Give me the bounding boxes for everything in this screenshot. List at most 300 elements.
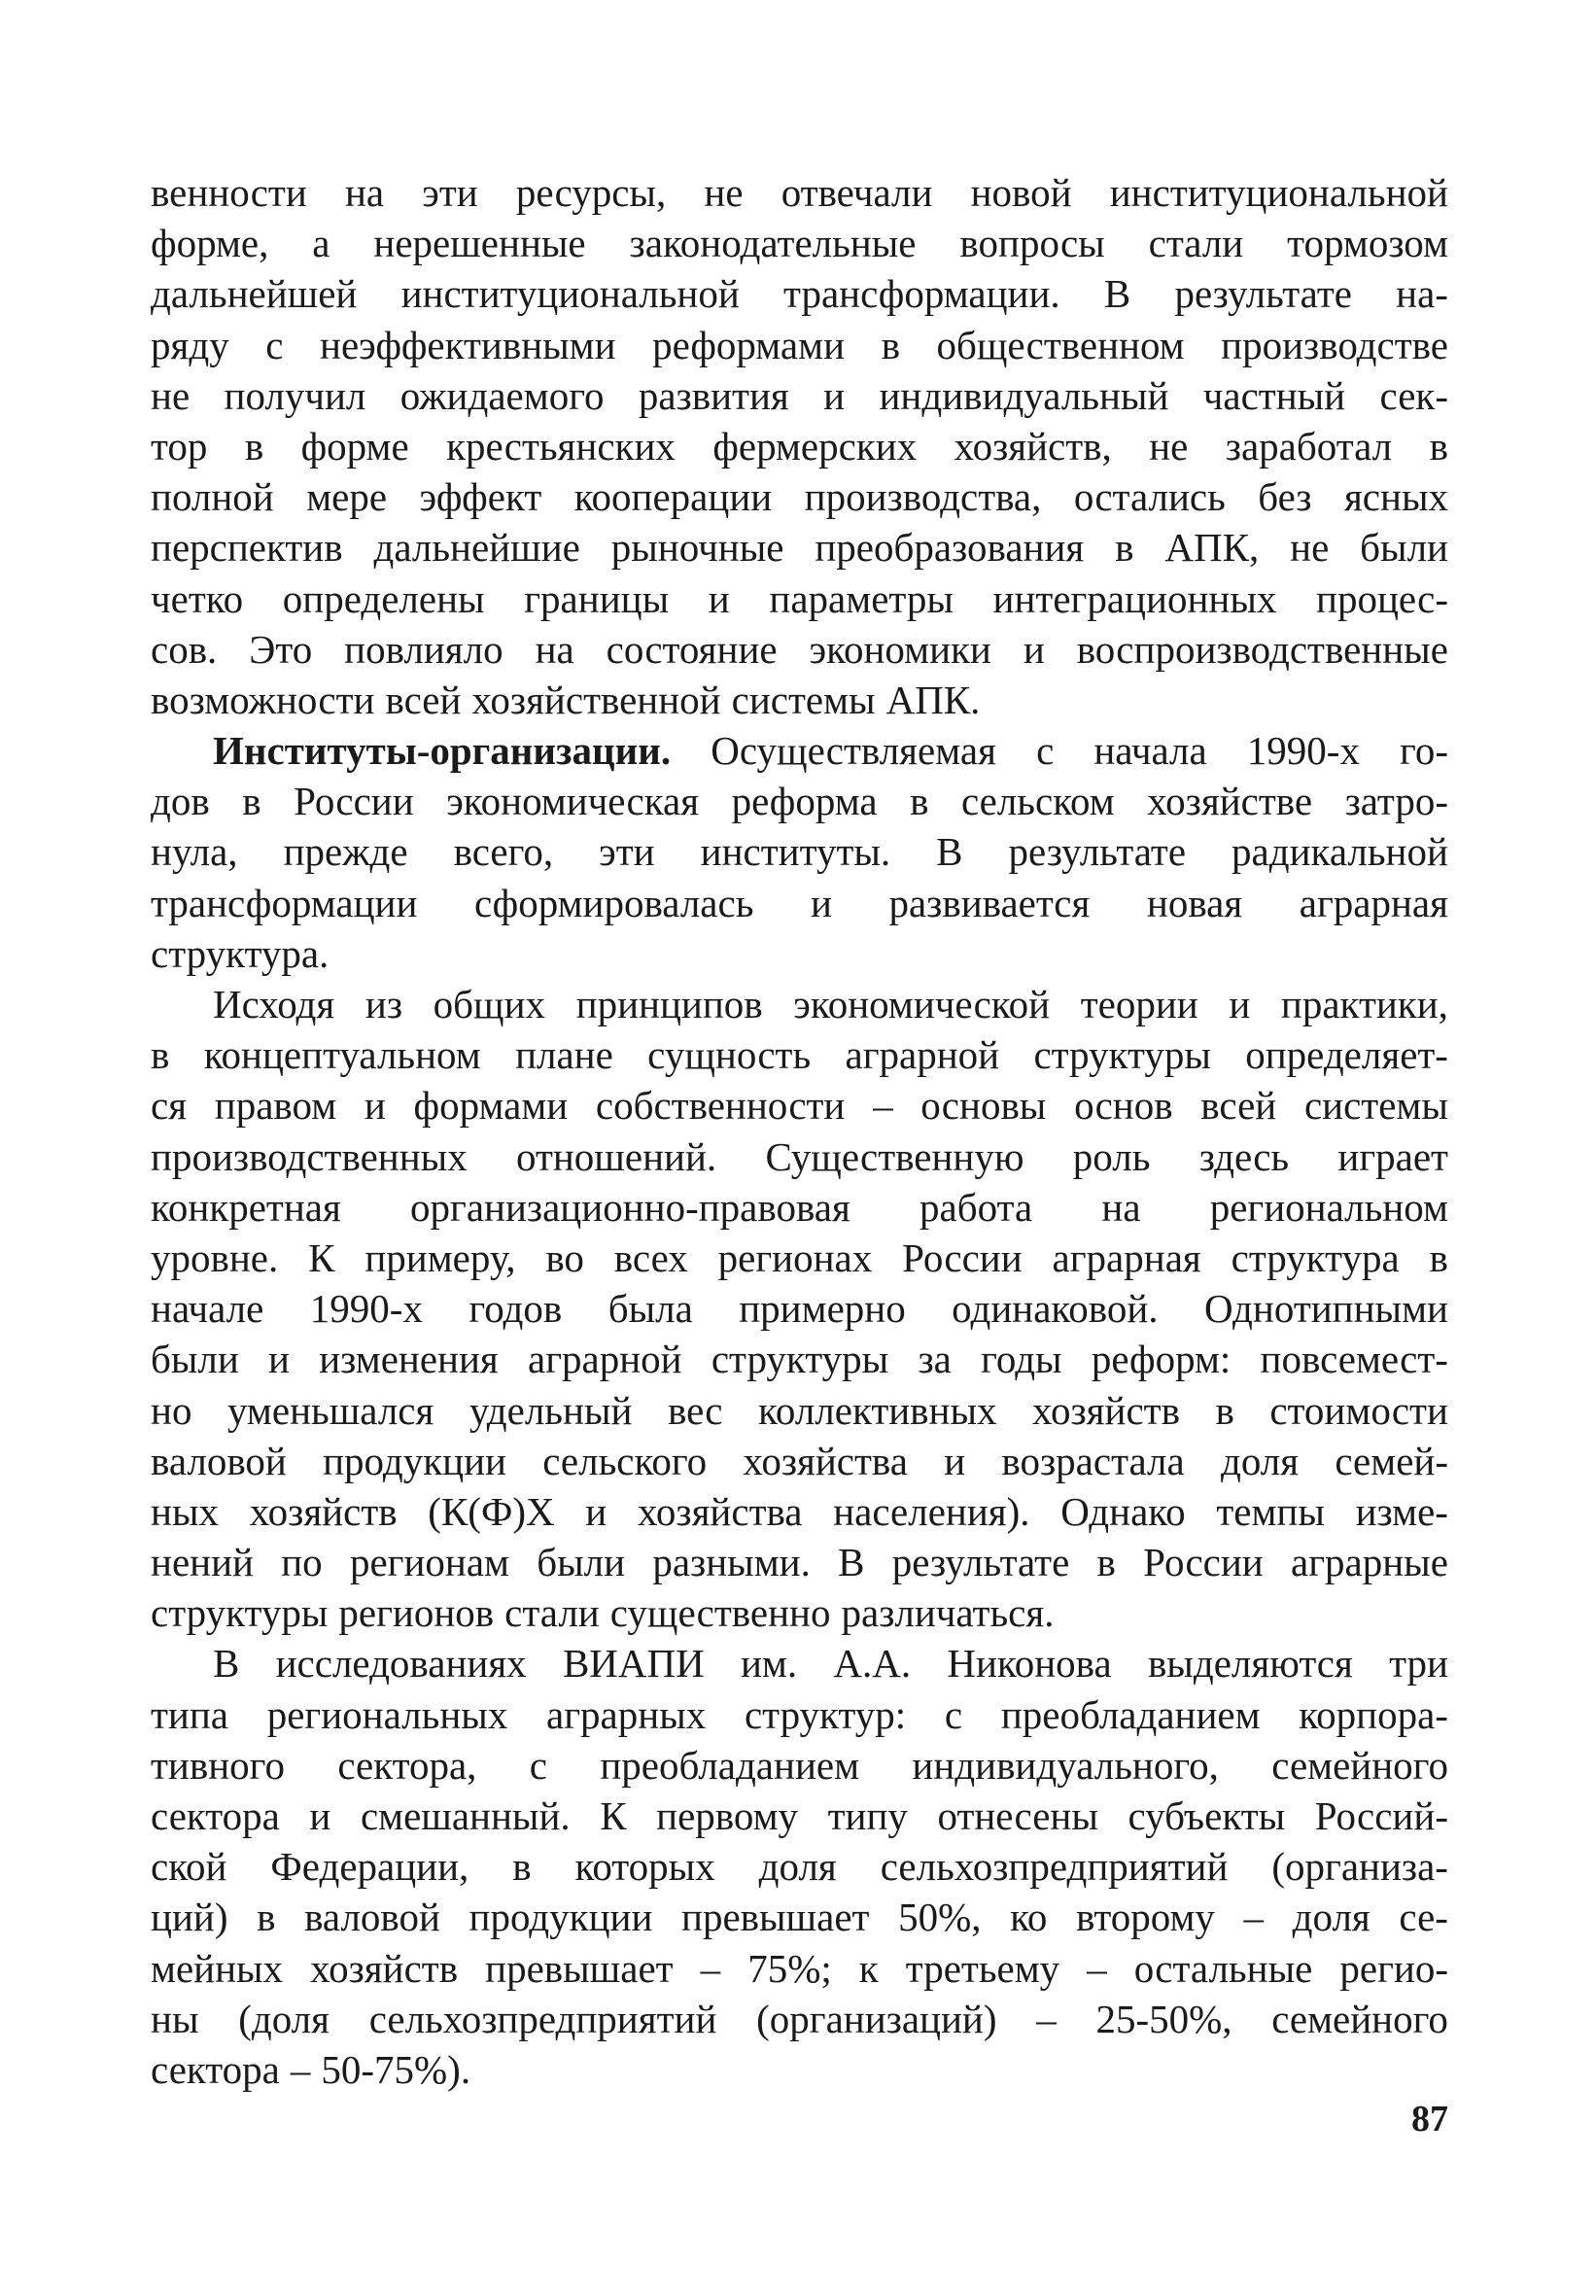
text-line bbox=[151, 1233, 1448, 1283]
word: были bbox=[1360, 525, 1448, 571]
word: второму bbox=[1076, 1895, 1215, 1940]
word: четко bbox=[151, 575, 244, 621]
text-line bbox=[151, 1587, 1448, 1638]
word: семейного bbox=[1271, 1996, 1448, 2041]
word: тор bbox=[151, 423, 208, 469]
text-line bbox=[151, 1943, 1448, 1994]
word: регионах bbox=[717, 1235, 873, 1280]
text-line bbox=[151, 268, 1448, 319]
word: (организа- bbox=[1271, 1844, 1448, 1890]
paragraph bbox=[151, 167, 1448, 725]
text-line bbox=[151, 320, 1448, 370]
word: развивается bbox=[888, 880, 1091, 925]
word: превышает bbox=[681, 1895, 870, 1940]
word: доля bbox=[1292, 1895, 1370, 1940]
word: К bbox=[600, 1793, 627, 1838]
word: отношений. bbox=[515, 1133, 717, 1179]
word: России bbox=[294, 779, 414, 824]
word: типу bbox=[827, 1793, 908, 1838]
word: определены bbox=[282, 575, 485, 621]
word: неэффективными bbox=[320, 322, 616, 367]
text-line bbox=[151, 826, 1448, 877]
word: Федерации, bbox=[270, 1844, 469, 1890]
text-line bbox=[151, 1486, 1448, 1537]
word: третьему bbox=[905, 1945, 1060, 1991]
text-line bbox=[151, 1791, 1448, 1841]
word: были bbox=[537, 1540, 626, 1585]
word: развития bbox=[638, 372, 789, 418]
word: повсемест- bbox=[1260, 1337, 1448, 1382]
word: форме bbox=[300, 423, 409, 469]
word: 75%; bbox=[747, 1945, 832, 1991]
word: мере bbox=[306, 474, 388, 520]
word: которых bbox=[574, 1844, 715, 1890]
word: различаться. bbox=[841, 1590, 1055, 1636]
word: структуры bbox=[1033, 1032, 1211, 1078]
word: смешанный. bbox=[360, 1793, 571, 1838]
word: работа bbox=[919, 1184, 1033, 1230]
word: в bbox=[881, 322, 900, 367]
word: вес bbox=[667, 1387, 723, 1433]
word: изменения bbox=[319, 1337, 499, 1382]
word: хозяйств bbox=[310, 1945, 459, 1991]
word: субъекты bbox=[1128, 1793, 1286, 1838]
text-line bbox=[151, 1841, 1448, 1892]
word: (доля bbox=[238, 1996, 330, 2041]
word: интеграционных bbox=[992, 575, 1277, 621]
word: основы bbox=[920, 1083, 1047, 1129]
word: получил bbox=[224, 372, 366, 418]
word: не bbox=[1290, 525, 1330, 571]
word: с bbox=[1036, 728, 1055, 774]
word: общих bbox=[433, 982, 546, 1026]
word: сектора bbox=[151, 1793, 280, 1838]
word: вопросы bbox=[959, 221, 1105, 266]
word: уровне. bbox=[151, 1235, 279, 1280]
word: рыночные bbox=[610, 525, 784, 571]
word: и bbox=[364, 1083, 386, 1129]
word: хозяйства bbox=[743, 1438, 908, 1483]
text-line bbox=[151, 421, 1448, 471]
word: частный bbox=[1202, 372, 1346, 418]
word: индивидуальный bbox=[879, 372, 1169, 418]
word: на bbox=[535, 626, 574, 672]
word: результате bbox=[891, 1540, 1070, 1585]
word: аграрной bbox=[528, 1337, 682, 1382]
word: одинаковой. bbox=[952, 1286, 1159, 1332]
page-number: 87 bbox=[1411, 2099, 1448, 2139]
word: А.А. bbox=[833, 1641, 912, 1687]
text-line bbox=[151, 2044, 1448, 2095]
word: с bbox=[944, 1691, 963, 1737]
word: преобладанием bbox=[600, 1742, 860, 1788]
word: в bbox=[1115, 525, 1134, 571]
word: и bbox=[810, 880, 832, 925]
word: полной bbox=[151, 474, 274, 520]
text-line bbox=[151, 1994, 1448, 2044]
word: без bbox=[1258, 474, 1312, 520]
word: хозяйства bbox=[637, 1488, 803, 1534]
word: Исходя bbox=[213, 982, 335, 1026]
word: удельный bbox=[468, 1387, 633, 1433]
word: всей bbox=[1200, 1083, 1277, 1129]
word: 25-50%, bbox=[1095, 1996, 1232, 2041]
word: эти bbox=[599, 829, 655, 875]
word: аграрная bbox=[1052, 1235, 1201, 1280]
word: формами bbox=[413, 1083, 569, 1129]
word: коллективных bbox=[758, 1387, 997, 1433]
word: – bbox=[700, 1945, 721, 1991]
word: разными. bbox=[652, 1540, 811, 1585]
word: АПК, bbox=[1164, 525, 1260, 571]
word: форме, bbox=[151, 221, 269, 266]
word: из bbox=[364, 982, 403, 1026]
word: институты. bbox=[700, 829, 891, 875]
word: возможности bbox=[151, 677, 375, 722]
word: России bbox=[1143, 1540, 1264, 1585]
word: повлияло bbox=[344, 626, 503, 672]
word: ВИАПИ bbox=[562, 1641, 705, 1687]
word: возрастала bbox=[1001, 1438, 1185, 1483]
word: хозяйств, bbox=[954, 423, 1112, 469]
word: стали bbox=[504, 1590, 600, 1636]
word: К bbox=[308, 1235, 335, 1280]
word: сельского bbox=[542, 1438, 708, 1483]
word: регио- bbox=[1339, 1945, 1448, 1991]
word: семей- bbox=[1335, 1438, 1448, 1483]
word: в bbox=[512, 1844, 532, 1890]
word: прежде bbox=[283, 829, 408, 875]
word: в bbox=[151, 1032, 170, 1078]
word: – bbox=[873, 1083, 893, 1129]
word: Это bbox=[249, 626, 313, 672]
text-line bbox=[151, 1080, 1448, 1131]
word: всех bbox=[613, 1235, 688, 1280]
word: исследованиях bbox=[275, 1641, 527, 1687]
word: отнесены bbox=[937, 1793, 1098, 1838]
word: ных bbox=[151, 1488, 219, 1534]
word: структуры bbox=[151, 1590, 329, 1636]
text-line bbox=[151, 979, 1448, 1029]
word: производстве bbox=[1221, 322, 1448, 367]
word: нула, bbox=[151, 829, 238, 875]
word: Россий- bbox=[1314, 1793, 1448, 1838]
word: и bbox=[1229, 982, 1251, 1026]
word: нений bbox=[151, 1540, 254, 1585]
word: радикальной bbox=[1232, 829, 1448, 875]
word: населения). bbox=[833, 1488, 1030, 1534]
word: Существенную bbox=[765, 1133, 1024, 1179]
text-line bbox=[151, 370, 1448, 421]
paragraph bbox=[151, 1638, 1448, 2095]
word: новая bbox=[1146, 880, 1243, 925]
word: структур: bbox=[744, 1691, 907, 1737]
word: Никонова bbox=[947, 1641, 1112, 1687]
word: к bbox=[858, 1945, 879, 1991]
word: с bbox=[265, 322, 284, 367]
word: аграрная bbox=[1299, 880, 1448, 925]
word: фермерских bbox=[712, 423, 918, 469]
text-line bbox=[151, 574, 1448, 624]
text-line bbox=[151, 1537, 1448, 1587]
word: концептуальном bbox=[203, 1032, 481, 1078]
word: затро- bbox=[1344, 779, 1448, 824]
text-line bbox=[151, 1638, 1448, 1688]
word: правом bbox=[214, 1083, 337, 1129]
word: по bbox=[281, 1540, 323, 1585]
word: и bbox=[823, 372, 846, 418]
text-line bbox=[151, 1892, 1448, 1942]
word: законодательные bbox=[629, 221, 917, 266]
word: В bbox=[838, 1540, 865, 1585]
word: отвечали bbox=[781, 170, 933, 215]
word: уменьшался bbox=[226, 1387, 434, 1433]
word: го- bbox=[1400, 728, 1448, 774]
word: примеру, bbox=[364, 1235, 516, 1280]
word: Осуществляемая bbox=[711, 728, 996, 774]
word: выделяются bbox=[1147, 1641, 1353, 1687]
text-line bbox=[151, 878, 1448, 928]
text-line bbox=[151, 1029, 1448, 1080]
paragraph bbox=[151, 725, 1448, 979]
word: Однотипными bbox=[1203, 1286, 1448, 1332]
word: заработал bbox=[1225, 423, 1393, 469]
word: и bbox=[268, 1337, 290, 1382]
word: и bbox=[309, 1793, 331, 1838]
word: в bbox=[242, 779, 261, 824]
word: сельхозпредприятий bbox=[880, 1844, 1229, 1890]
word: производства, bbox=[804, 474, 1042, 520]
word: 1990-х bbox=[309, 1286, 423, 1332]
word: сов. bbox=[151, 626, 218, 672]
text-line bbox=[151, 1131, 1448, 1182]
word: Однако bbox=[1060, 1488, 1186, 1534]
text-line bbox=[151, 1689, 1448, 1740]
text-line bbox=[151, 471, 1448, 522]
word: хозяйственной bbox=[471, 677, 721, 722]
word: сектора, bbox=[337, 1742, 477, 1788]
word: существенно bbox=[609, 1590, 831, 1636]
text-line bbox=[151, 776, 1448, 826]
text-line bbox=[151, 1436, 1448, 1486]
word: параметры bbox=[769, 575, 954, 621]
word: новой bbox=[970, 170, 1072, 215]
word: ко bbox=[1010, 1895, 1048, 1940]
word: во bbox=[545, 1235, 584, 1280]
word: и bbox=[708, 575, 730, 621]
word: всей bbox=[385, 677, 462, 722]
word: в bbox=[1429, 1235, 1448, 1280]
word: структура. bbox=[151, 930, 330, 976]
word: остальные bbox=[1133, 1945, 1313, 1991]
word: тивного bbox=[151, 1742, 285, 1788]
word: АПК. bbox=[885, 677, 981, 722]
word: типа bbox=[151, 1691, 228, 1737]
word: эффект bbox=[419, 474, 542, 520]
word: сельском bbox=[960, 779, 1115, 824]
word: производственных bbox=[151, 1133, 468, 1179]
text-line bbox=[151, 218, 1448, 268]
text-line bbox=[151, 1283, 1448, 1334]
word: определяет- bbox=[1245, 1032, 1448, 1078]
word: процес- bbox=[1316, 575, 1448, 621]
word: дальнейшие bbox=[373, 525, 580, 571]
word: ресурсы, bbox=[515, 170, 667, 215]
word: темпы bbox=[1216, 1488, 1325, 1534]
word: нерешенные bbox=[373, 221, 586, 266]
word: собственности bbox=[595, 1083, 846, 1129]
word: ожидаемого bbox=[399, 372, 605, 418]
word: экономической bbox=[793, 982, 1051, 1026]
word: крестьянских bbox=[446, 423, 676, 469]
word: се- bbox=[1399, 1895, 1448, 1940]
word: хозяйстве bbox=[1147, 779, 1313, 824]
word: продукции bbox=[323, 1438, 506, 1483]
word: системы bbox=[731, 677, 876, 722]
word: не bbox=[704, 170, 744, 215]
word: сек- bbox=[1379, 372, 1448, 418]
word: в bbox=[257, 1895, 276, 1940]
word: – bbox=[1087, 1945, 1107, 1991]
word: институциональной bbox=[400, 271, 740, 317]
word: всего, bbox=[453, 829, 554, 875]
word: эти bbox=[422, 170, 478, 215]
word: на bbox=[344, 170, 385, 215]
word: с bbox=[529, 1742, 547, 1788]
word: аграрные bbox=[1291, 1540, 1448, 1585]
word: институциональной bbox=[1109, 170, 1448, 215]
word: хозяйств bbox=[249, 1488, 398, 1534]
word: мейных bbox=[151, 1945, 284, 1991]
word: ряду bbox=[151, 322, 229, 367]
word: в bbox=[244, 423, 264, 469]
word: не bbox=[151, 372, 191, 418]
word: корпора- bbox=[1299, 1691, 1448, 1737]
word: В bbox=[936, 829, 963, 875]
word: практики, bbox=[1280, 982, 1448, 1026]
word: за bbox=[918, 1337, 952, 1382]
word: В bbox=[213, 1641, 240, 1687]
word: (К(Ф)Х bbox=[428, 1488, 555, 1534]
word: экономическая bbox=[446, 779, 700, 824]
paragraph bbox=[151, 979, 1448, 1638]
word: были bbox=[151, 1337, 239, 1382]
word: годов bbox=[468, 1286, 563, 1332]
word: – bbox=[1036, 1996, 1057, 2041]
word: ясных bbox=[1343, 474, 1448, 520]
word: ны bbox=[151, 1996, 199, 2041]
word: перспектив bbox=[151, 525, 343, 571]
word: остались bbox=[1073, 474, 1226, 520]
word: изме- bbox=[1355, 1488, 1448, 1534]
word: трансформации bbox=[151, 880, 418, 925]
word: в bbox=[910, 779, 929, 824]
word: ской bbox=[151, 1844, 227, 1890]
word: стоимости bbox=[1269, 1387, 1448, 1433]
word: трансформации. bbox=[783, 271, 1060, 317]
word: сельхозпредприятий bbox=[368, 1996, 717, 2041]
text-line bbox=[151, 1740, 1448, 1791]
word: но bbox=[151, 1387, 192, 1433]
word: преобразования bbox=[815, 525, 1085, 571]
word: здесь bbox=[1198, 1133, 1290, 1179]
word: три bbox=[1389, 1641, 1448, 1687]
word: хозяйств bbox=[1032, 1387, 1180, 1433]
word: границы bbox=[524, 575, 670, 621]
word: на- bbox=[1396, 271, 1448, 317]
word: доля bbox=[1220, 1438, 1300, 1483]
text-line bbox=[151, 1334, 1448, 1384]
word: реформ: bbox=[1091, 1337, 1232, 1382]
word: экономики bbox=[809, 626, 991, 672]
word: преобладанием bbox=[1000, 1691, 1261, 1737]
word: примерно bbox=[739, 1286, 906, 1332]
word: превышает bbox=[485, 1945, 674, 1991]
word: ся bbox=[151, 1083, 188, 1129]
word: начале bbox=[151, 1286, 264, 1332]
word: и bbox=[585, 1488, 607, 1534]
word: реформа bbox=[731, 779, 878, 824]
word: ций) bbox=[151, 1895, 228, 1940]
word: индивидуального, bbox=[912, 1742, 1219, 1788]
word: не bbox=[1149, 423, 1189, 469]
word: В bbox=[1103, 271, 1131, 317]
word: основ bbox=[1074, 1083, 1173, 1129]
word: конкретная bbox=[151, 1184, 341, 1230]
word: плане bbox=[515, 1032, 613, 1078]
word: воспроизводственные bbox=[1076, 626, 1448, 672]
word: валовой bbox=[151, 1438, 287, 1483]
word: принципов bbox=[575, 982, 763, 1026]
text-line bbox=[151, 1385, 1448, 1436]
text-line bbox=[151, 928, 1448, 979]
word: валовой bbox=[304, 1895, 440, 1940]
text-line bbox=[151, 624, 1448, 675]
word: им. bbox=[740, 1641, 798, 1687]
word: общественном bbox=[936, 322, 1185, 367]
word: регионов bbox=[338, 1590, 495, 1636]
word: сформировалась bbox=[473, 880, 754, 925]
text-line bbox=[151, 167, 1448, 218]
word: структура bbox=[1231, 1235, 1400, 1280]
word: и bbox=[1023, 626, 1045, 672]
word: начала bbox=[1093, 728, 1207, 774]
word: регионам bbox=[349, 1540, 509, 1585]
word: региональных bbox=[266, 1691, 508, 1737]
word: сектора bbox=[151, 2046, 280, 2092]
text-line bbox=[151, 522, 1448, 573]
word: дальнейшей bbox=[151, 271, 358, 317]
word: играет bbox=[1337, 1133, 1448, 1179]
word: России bbox=[902, 1235, 1023, 1280]
word: продукции bbox=[468, 1895, 653, 1940]
word: и bbox=[944, 1438, 966, 1483]
word: реформами bbox=[652, 322, 846, 367]
word: на bbox=[1101, 1184, 1141, 1230]
word: (организаций) bbox=[756, 1996, 997, 2041]
word: результате bbox=[1174, 271, 1352, 317]
word: венности bbox=[151, 170, 307, 215]
word: 50%, bbox=[898, 1895, 982, 1940]
word: дов bbox=[151, 779, 210, 824]
word: аграрной bbox=[845, 1032, 1000, 1078]
word: стали bbox=[1148, 221, 1244, 266]
word: региональном bbox=[1209, 1184, 1448, 1230]
word: 1990-х bbox=[1246, 728, 1360, 774]
word: 50-75%). bbox=[321, 2046, 471, 2092]
word: в bbox=[1215, 1387, 1234, 1433]
word: в bbox=[1096, 1540, 1116, 1585]
